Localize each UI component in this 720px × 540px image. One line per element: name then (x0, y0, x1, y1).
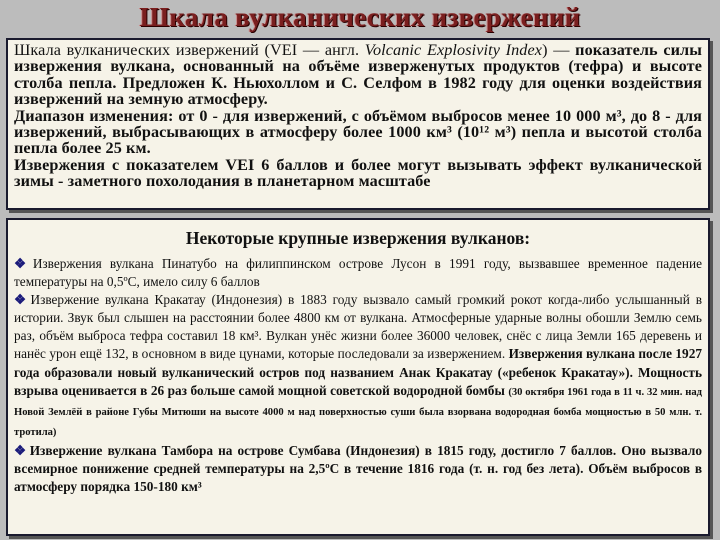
krakatoa-text-b: Извержения вулкана после 1927 года образовали новый вулканический остров под названием Анак Кракатау («ребенок Кракатау»). Мощность взрыва оценивается в 26 раз больше самой мощной советской водородной бомбы (14, 346, 702, 398)
definition-text: показатель силы извержения вулкана, основанный на объёме изверженутых продуктов (тефра) и высоте столба пепла. Предложен К. Ньюхоллом и С. Селфом в 1982 году для оценки воздействия извержений на земную атмосферу. (14, 41, 702, 109)
krakatoa-text-a: Извержение вулкана Кракатау (Индонезия) в 1883 году вызвало самый громкий рокот когда-либо услышанный в истории. Звук был слышен на расстоянии более 4800 км от вулкана. Атмосферные ударные волны обошли Землю семь раз, объём выброса тефра составил 18 км³. Вулкан унёс жизни более 36000 человек, снёс с лица Земли 165 деревень и нанёс урон ещё 132, в основном в виде цунами, которые последовали за извержением. (14, 292, 703, 362)
tambora-text: Извержение вулкана Тамбора на острове Сумбава (Индонезия) в 1815 году, достигло 7 баллов. Оно вызвало всемирное понижение средней температуры на 2,5ºС в течение 1816 года (т. н. год без лета). Объём выбросов в атмосферу порядка 150-180 км³ (14, 442, 702, 495)
examples-panel (6, 218, 710, 536)
vei6-paragraph: Извержения с показателем VEI 6 баллов и более могут вызывать эффект вулканической зимы - заметного похолодания в планетарном масштабе (14, 155, 702, 191)
range-paragraph: Диапазон изменения: от 0 - для извержений, с объёмом выбросов менее 10 000 м³, до 8 - для извержений, выбрасывающих в атмосферу более 1000 км³ (10¹² м³) пепла и высотой столба пепла более 25 км. (14, 106, 702, 158)
definition-term-english: Volcanic Explosivity Index (364, 41, 543, 59)
list-item-tambora (14, 442, 702, 496)
pinatubo-text: Извержения вулкана Пинатубо на филиппинском острове Лусон в 1991 году, вызвавшее временное падение температуры на 0,5ºС, имело силу 6 баллов (14, 256, 702, 290)
diamond-bullet-icon: ❖ (14, 256, 31, 271)
list-item-pinatubo (14, 255, 702, 291)
definition-term-end: ) — (542, 41, 570, 59)
definition-term: Шкала вулканических извержений (VEI — англ. (14, 41, 365, 59)
diamond-bullet-icon: ❖ (14, 442, 28, 458)
definition-paragraph (14, 42, 702, 108)
examples-heading: Некоторые крупные извержения вулканов: (185, 228, 531, 248)
krakatoa-text-c: (30 октября 1961 года в 11 ч. 32 мин. над Новой Землёй в районе Губы Митюши на высоте 4000 м над поверхностью суши была взорвана водородная бомба мощностью в 50 млн. т. тротила) (14, 386, 702, 438)
list-item-krakatoa (14, 291, 702, 442)
diamond-bullet-icon: ❖ (14, 292, 29, 308)
definition-panel (6, 38, 710, 210)
page-title: Шкала вулканических извержений (139, 2, 581, 32)
